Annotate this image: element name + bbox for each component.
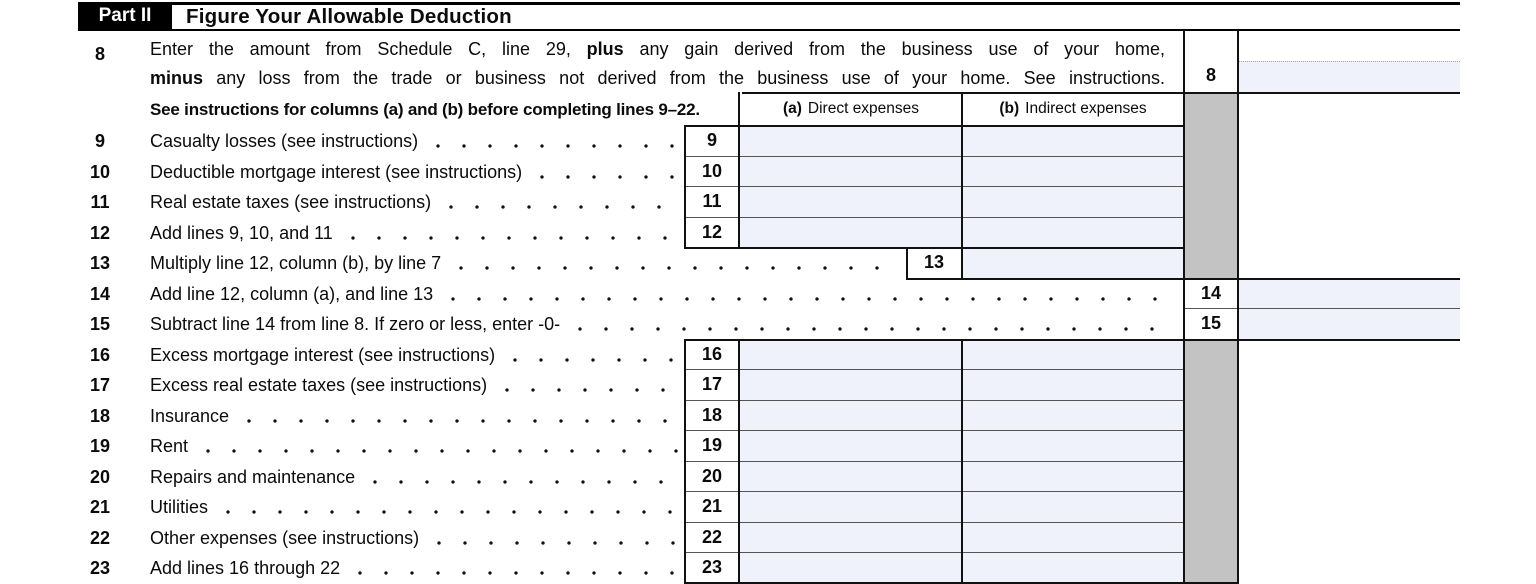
line18-label-row	[150, 402, 678, 430]
part-title: Figure Your Allowable Deduction	[186, 5, 512, 28]
line20-label: Repairs and maintenance	[150, 467, 356, 487]
grid-line	[684, 552, 1185, 553]
line14-number-box: 14	[1185, 278, 1237, 308]
line10-col-b-field[interactable]	[963, 157, 1183, 186]
line9-number-box: 9	[685, 125, 739, 156]
dot-leader	[198, 432, 678, 460]
grid-line	[1185, 308, 1460, 309]
line17-number-box: 17	[685, 369, 739, 400]
dot-leader	[343, 219, 678, 247]
line22-col-b-field[interactable]	[963, 523, 1183, 552]
line17-margin-number: 17	[89, 375, 111, 395]
line19-label-row	[150, 432, 678, 460]
line22-label-row	[150, 524, 678, 552]
grid-line	[684, 430, 1185, 431]
header-bottom-rule	[78, 29, 1460, 31]
grid-line	[684, 339, 1460, 341]
line11-number-box: 11	[685, 186, 739, 217]
line20-col-b-field[interactable]	[963, 462, 1183, 491]
grid-line	[684, 247, 1185, 249]
line18-col-b-field[interactable]	[963, 401, 1183, 430]
line21-margin-number: 21	[89, 497, 111, 517]
grid-line	[961, 92, 963, 279]
line16-label-row	[150, 341, 678, 369]
grid-line	[1237, 30, 1239, 584]
line15-margin-number: 15	[89, 314, 111, 334]
line12-margin-number: 12	[89, 223, 111, 243]
line11-label: Real estate taxes (see instructions)	[150, 192, 432, 212]
line23-number-box: 23	[685, 552, 739, 582]
line16-number-box: 16	[685, 339, 739, 369]
line12-col-b-field[interactable]	[963, 218, 1183, 247]
line8-description	[150, 35, 1165, 93]
line11-col-b-field[interactable]	[963, 187, 1183, 217]
line23-col-b-field[interactable]	[963, 553, 1183, 582]
dot-leader	[451, 249, 900, 277]
dot-leader	[365, 463, 678, 491]
dot-leader	[443, 280, 1172, 308]
grid-line	[1183, 30, 1185, 584]
line8-amount-field[interactable]	[1239, 61, 1460, 92]
line23-label-row	[150, 554, 678, 582]
dot-leader	[428, 127, 678, 155]
grid-line	[738, 92, 740, 249]
line9-col-a-field[interactable]	[740, 126, 961, 156]
dot-leader	[570, 310, 1172, 338]
line10-col-a-field[interactable]	[740, 157, 961, 186]
line18-label: Insurance	[150, 406, 230, 426]
line18-margin-number: 18	[89, 406, 111, 426]
grid-line	[684, 156, 1185, 157]
column-a-prefix: (a)	[782, 99, 802, 117]
line9-margin-number: 9	[94, 131, 105, 151]
part-badge: Part II	[78, 2, 172, 30]
line11-margin-number: 11	[90, 192, 110, 212]
grid-line	[906, 247, 908, 279]
line19-label: Rent	[150, 436, 189, 456]
line9-label-row	[150, 127, 678, 155]
line10-number-box: 10	[685, 156, 739, 186]
line21-col-a-field[interactable]	[740, 492, 961, 522]
line16-col-a-field[interactable]	[740, 340, 961, 369]
grid-line	[684, 339, 686, 584]
line22-margin-number: 22	[89, 528, 111, 548]
grid-line	[684, 217, 1185, 218]
line10-label-row	[150, 158, 678, 186]
line11-col-a-field[interactable]	[740, 187, 961, 217]
line22-number-box: 22	[685, 522, 739, 552]
line14-margin-number: 14	[89, 284, 111, 304]
line8-description-line1: Enter the amount from Schedule C, line 29, plus any gain derived from the business use of your home,	[150, 39, 1165, 59]
line8-number-box: 8	[1185, 60, 1237, 91]
line21-label-row	[150, 493, 678, 521]
grid-line	[961, 339, 963, 584]
grid-line	[684, 186, 1185, 187]
grid-line	[684, 522, 1185, 523]
line23-margin-number: 23	[89, 558, 111, 578]
line21-col-b-field[interactable]	[963, 492, 1183, 522]
line16-col-b-field[interactable]	[963, 340, 1183, 369]
line22-label: Other expenses (see instructions)	[150, 528, 420, 548]
dot-leader	[505, 341, 678, 369]
dot-leader	[532, 158, 678, 186]
line8-margin-number: 8	[94, 44, 105, 64]
dot-leader	[441, 188, 678, 216]
line10-label: Deductible mortgage interest (see instructions)	[150, 162, 523, 182]
column-b-header	[963, 92, 1183, 125]
line12-label-row	[150, 219, 678, 247]
line20-label-row	[150, 463, 678, 491]
line21-number-box: 21	[685, 491, 739, 522]
line20-margin-number: 20	[89, 467, 111, 487]
line11-label-row	[150, 188, 678, 216]
shaded-strip-upper	[1185, 93, 1237, 278]
dot-leader	[350, 554, 678, 582]
line8-description-line2: minus any loss from the trade or business not derived from the business use of your home. See instructions.	[150, 68, 1165, 88]
grid-line	[684, 125, 686, 249]
line20-col-a-field[interactable]	[740, 462, 961, 491]
line17-label: Excess real estate taxes (see instructions)	[150, 375, 488, 395]
column-a-header	[741, 92, 961, 125]
line15-label: Subtract line 14 from line 8. If zero or less, enter -0-	[150, 314, 561, 334]
line20-number-box: 20	[685, 461, 739, 491]
dot-leader	[497, 371, 678, 399]
line10-margin-number: 10	[89, 162, 111, 182]
line19-number-box: 19	[685, 430, 739, 461]
line12-number-box: 12	[685, 217, 739, 247]
grid-line	[742, 92, 1460, 94]
line19-col-b-field[interactable]	[963, 431, 1183, 461]
line13-col-b-field[interactable]	[963, 248, 1183, 278]
line16-margin-number: 16	[89, 345, 111, 365]
column-a-label: Direct expenses	[807, 99, 920, 117]
line17-col-a-field[interactable]	[740, 370, 961, 400]
grid-line	[684, 369, 1185, 370]
line14-label-row	[150, 280, 1172, 308]
line21-label: Utilities	[150, 497, 209, 517]
line19-col-a-field[interactable]	[740, 431, 961, 461]
line18-col-a-field[interactable]	[740, 401, 961, 430]
column-b-prefix: (b)	[999, 99, 1020, 117]
line13-label: Multiply line 12, column (b), by line 7	[150, 253, 442, 273]
line15-number-box: 15	[1185, 308, 1237, 339]
line13-label-row	[150, 249, 900, 277]
line12-label: Add lines 9, 10, and 11	[150, 223, 333, 243]
line17-col-b-field[interactable]	[963, 370, 1183, 400]
line13-number-box: 13	[907, 247, 961, 278]
line22-col-a-field[interactable]	[740, 523, 961, 552]
line12-col-a-field[interactable]	[740, 218, 961, 247]
grid-line	[684, 125, 1185, 127]
line17-label-row	[150, 371, 678, 399]
line14-label: Add line 12, column (a), and line 13	[150, 284, 434, 304]
line23-col-a-field[interactable]	[740, 553, 961, 582]
line16-label: Excess mortgage interest (see instructions)	[150, 345, 496, 365]
line15-amount-field[interactable]	[1239, 309, 1460, 339]
line14-amount-field[interactable]	[1239, 279, 1460, 308]
grid-line	[684, 461, 1185, 462]
line23-label: Add lines 16 through 22	[150, 558, 341, 578]
line9-label: Casualty losses (see instructions)	[150, 131, 419, 151]
grid-line	[738, 339, 740, 584]
shaded-strip-lower	[1185, 340, 1237, 584]
column-b-label: Indirect expenses	[1025, 99, 1147, 117]
dot-leader	[429, 524, 678, 552]
columns-instruction-note: See instructions for columns (a) and (b) before completing lines 9–22.	[150, 100, 700, 119]
line9-col-b-field[interactable]	[963, 126, 1183, 156]
line15-label-row	[150, 310, 1172, 338]
dot-leader	[218, 493, 678, 521]
line18-number-box: 18	[685, 400, 739, 430]
dot-leader	[239, 402, 678, 430]
grid-line	[684, 400, 1185, 401]
line19-margin-number: 19	[89, 436, 111, 456]
line13-margin-number: 13	[89, 253, 111, 273]
grid-line	[684, 491, 1185, 492]
